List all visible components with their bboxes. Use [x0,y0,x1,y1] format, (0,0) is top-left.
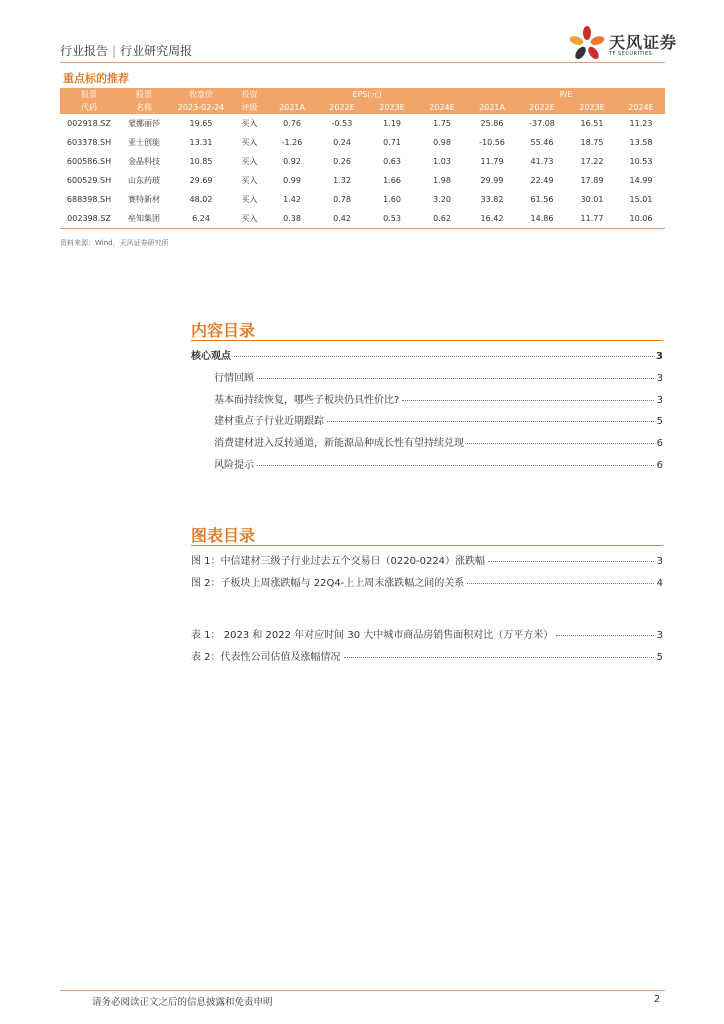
table-header-row-top [60,88,665,101]
recommendation-table [60,88,665,229]
entry-page: 3 [656,630,663,641]
header-divider [60,62,665,63]
entry-page: 4 [656,578,663,589]
table-cell: 买入 [232,209,267,229]
figure-entry[interactable] [191,626,663,641]
table-cell: 0.42 [317,209,367,229]
dot-leader [488,561,654,562]
header-cell: 股票 [118,88,170,101]
table-cell: 16.42 [467,209,517,229]
header-cell: 代码 [60,101,118,114]
header-cell: 2021A [267,101,317,114]
table-row [60,209,665,229]
table-row [60,114,665,133]
toc-entry[interactable] [214,434,663,449]
toc-entry[interactable] [214,391,663,406]
table-cell: 13.31 [189,138,213,147]
entry-label: 表 1： 2023 和 2022 年对应时间 30 大中城市商品房销售面积对比（万平方米） [191,630,554,641]
entry-page: 3 [656,395,663,406]
table-cell: 11.77 [567,209,617,229]
table-cell: 1.32 [333,176,351,185]
report-type: 行业报告 [60,44,109,58]
table-cell: 1.98 [433,176,451,185]
table-cell: 金晶科技 [128,157,160,166]
page-number: 2 [654,994,661,1005]
table-cell: 688398.SH [66,195,112,204]
entry-page: 5 [656,652,663,663]
table-cell: 6.24 [170,209,232,229]
entry-page: 3 [656,351,663,362]
tf-logo-icon [567,24,607,64]
table-cell: 0.53 [367,209,417,229]
entry-label: 建材重点子行业近期跟踪 [214,416,324,427]
table-cell: 0.24 [333,138,351,147]
table-cell: 0.38 [267,209,317,229]
table-body [60,114,665,229]
table-cell: 买入 [241,157,258,166]
toc-divider [191,340,663,341]
header-cell: 2024E [617,101,665,114]
table-cell: 25.86 [480,119,504,128]
entry-page: 3 [656,556,663,567]
table-cell: 0.99 [283,176,301,185]
table-cell: 22.49 [530,176,554,185]
table-cell: 55.46 [530,138,554,147]
table-cell: 山东药玻 [128,176,160,185]
header-cell: 2023E [367,101,417,114]
table-cell: 600586.SH [66,157,112,166]
header-cell: 2024E [417,101,467,114]
table-cell: 19.65 [189,119,213,128]
figures-title: 图表目录 [191,526,256,545]
header-cell: 名称 [118,101,170,114]
table-cell: 1.19 [383,119,401,128]
footer-disclaimer: 请务必阅读正文之后的信息披露和免责申明 [92,997,273,1008]
entry-page: 6 [656,438,663,449]
table-cell: 垒知集团 [118,209,170,229]
header-cell: 2023-02-24 [170,101,232,114]
table-cell: 10.06 [617,209,665,229]
entry-label: 行情回顾 [214,373,254,384]
entry-label: 表 2：代表性公司估值及涨幅情况 [191,652,341,663]
entry-page: 6 [656,460,663,471]
table-cell: 17.22 [580,157,604,166]
entry-label: 风险提示 [214,460,254,471]
table-cell: 29.99 [480,176,504,185]
table-cell: 41.73 [530,157,554,166]
toc-title: 内容目录 [191,321,256,340]
table-cell: 16.51 [580,119,604,128]
table-cell: -37.08 [529,119,555,128]
table-cell: 10.53 [629,157,653,166]
table-cell: 0.62 [417,209,467,229]
table-cell: 002918.SZ [67,119,111,128]
table-cell: 1.66 [383,176,401,185]
table-cell: 0.71 [383,138,401,147]
figure-entry[interactable] [191,574,663,589]
brand-name: 天风证券 [609,33,678,52]
table-cell: 17.89 [580,176,604,185]
header-cell: 2023E [567,101,617,114]
dot-leader [467,443,654,444]
dot-leader [257,465,654,466]
toc-entry[interactable] [214,456,663,471]
table-row [60,190,665,209]
table-cell: 14.86 [517,209,567,229]
figures-divider [191,545,663,546]
table-cell: 600529.SH [66,176,112,185]
header-cell: 评级 [232,101,267,114]
table-cell: 15.01 [629,195,653,204]
table-row [60,171,665,190]
footer-divider [60,990,665,991]
figure-entry[interactable] [191,648,663,663]
table-cell: 10.85 [189,157,213,166]
table-cell: 18.75 [580,138,604,147]
header-cell-pe: P/E [467,88,665,101]
table-cell: 13.58 [629,138,653,147]
table-cell: -1.26 [281,138,303,147]
toc-entry[interactable] [214,412,663,427]
dot-leader [234,356,653,357]
table-row [60,133,665,152]
entry-label: 基本面持续恢复，哪些子板块仍具性价比? [214,395,400,406]
header-separator: | [112,44,117,58]
table-header-row-bottom [60,101,665,114]
table-cell: 赛特新材 [128,195,160,204]
table-cell: 亚士创能 [128,138,160,147]
header-cell: 2022E [317,101,367,114]
dot-leader [257,378,654,379]
toc-entry[interactable] [214,369,663,384]
entry-page: 3 [656,373,663,384]
header-cell: 股票 [60,88,118,101]
report-subtype: 行业研究周报 [120,44,193,58]
table-cell: 29.69 [189,176,213,185]
brand-name-en: TF SECURITIES [609,51,653,57]
figure-entry[interactable] [191,552,663,567]
table-cell: 1.60 [383,195,401,204]
dot-leader [402,400,653,401]
table-cell: 603378.SH [66,138,112,147]
table-cell: 30.01 [580,195,604,204]
header-breadcrumb [60,42,192,59]
entry-page: 5 [656,416,663,427]
table-cell: 买入 [241,119,258,128]
toc-entry[interactable] [191,347,663,362]
table-cell: 0.98 [433,138,451,147]
entry-label: 图 2：子板块上周涨跌幅与 22Q4-上上周末涨跌幅之间的关系 [191,578,465,589]
table-cell: 买入 [241,138,258,147]
table-source: 资料来源：Wind，天风证券研究所 [60,239,169,247]
table-cell: 1.75 [433,119,451,128]
table-cell: 0.26 [333,157,351,166]
table-cell: 1.42 [283,195,301,204]
table-cell: 1.03 [433,157,451,166]
table-cell: 0.76 [283,119,301,128]
entry-label: 消费建材进入反转通道，新能源品种成长性有望持续兑现 [214,438,464,449]
header-cell: 收盘价 [170,88,232,101]
table-cell: -10.56 [479,138,505,147]
entry-label: 核心观点 [191,351,231,362]
entry-label: 图 1：中信建材三级子行业过去五个交易日（0220-0224）涨跌幅 [191,556,486,567]
table-title: 重点标的推荐 [63,72,129,85]
table-cell: 0.78 [333,195,351,204]
table-cell: 48.02 [189,195,213,204]
dot-leader [327,421,654,422]
header-cell: 2021A [467,101,517,114]
table-cell: 33.82 [480,195,504,204]
table-cell: -0.53 [331,119,353,128]
table-cell: 61.56 [530,195,554,204]
table-cell: 买入 [241,195,258,204]
dot-leader [344,657,654,658]
header-cell: 2022E [517,101,567,114]
header-cell: 投资 [232,88,267,101]
header-cell-eps: EPS(元) [267,88,467,101]
table-cell: 11.79 [480,157,504,166]
table-cell: 买入 [241,176,258,185]
table-cell: 14.99 [629,176,653,185]
dot-leader [556,635,653,636]
table-row [60,152,665,171]
dot-leader [467,583,653,584]
table-cell: 0.63 [383,157,401,166]
table-cell: 蒙娜丽莎 [128,119,160,128]
table-cell: 3.20 [433,195,451,204]
table-cell: 0.92 [283,157,301,166]
table-cell: 11.23 [629,119,653,128]
table-cell: 002398.SZ [60,209,118,229]
